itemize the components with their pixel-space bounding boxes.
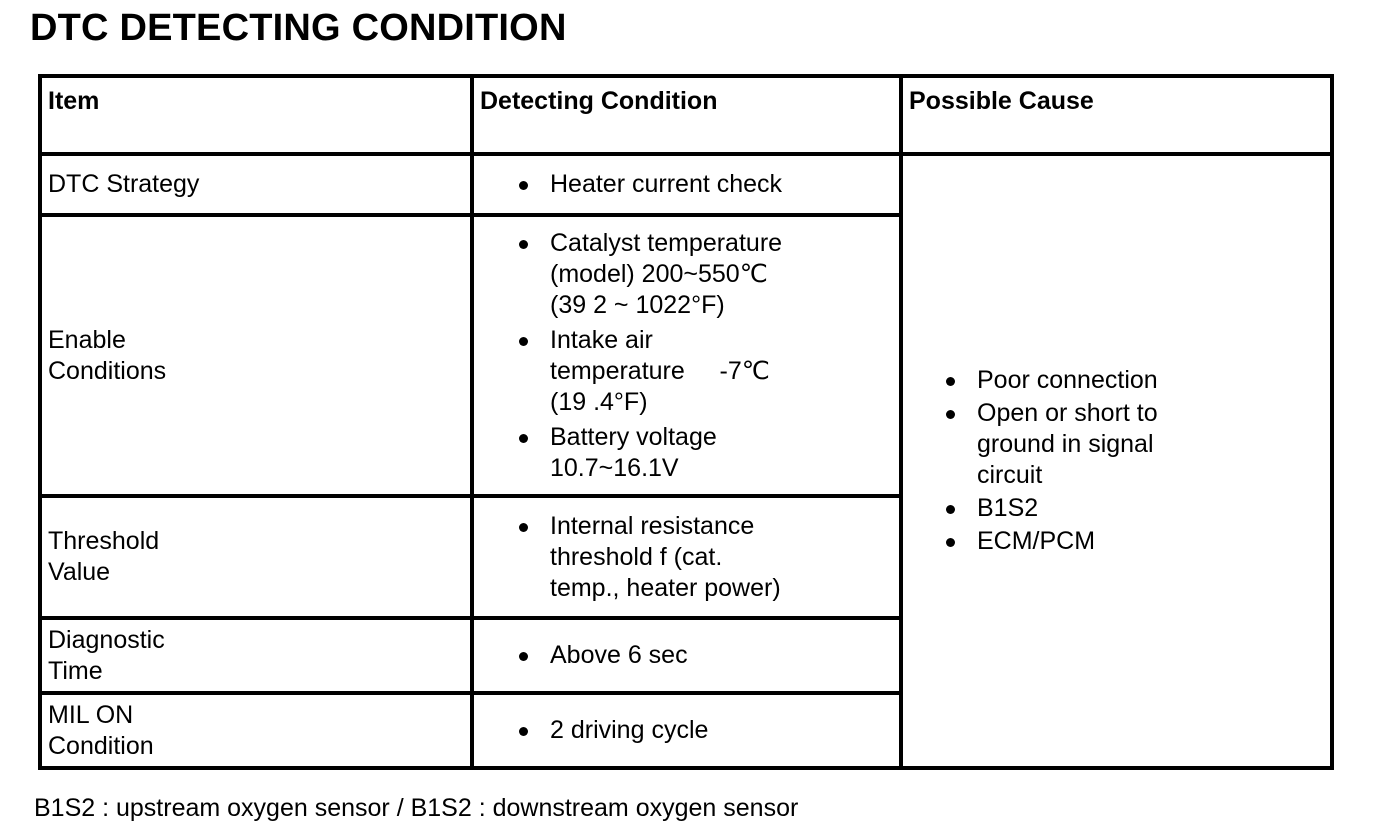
list-item: Above 6 sec (474, 640, 899, 671)
list-item: ECM/PCM (903, 526, 1330, 557)
row-item-threshold-value: Threshold Value (40, 496, 472, 618)
dtc-condition-table (38, 74, 1334, 770)
row-condition-mil-on-condition (472, 693, 901, 768)
row-condition-threshold-value (472, 496, 901, 618)
row-item-enable-conditions: Enable Conditions (40, 215, 472, 496)
table-row (40, 154, 1332, 215)
row-item-dtc-strategy: DTC Strategy (40, 154, 472, 215)
list-item: Heater current check (474, 169, 899, 200)
list-item: Catalyst temperature (model) 200~550℃ (39 2 ~ 1022°F) (474, 228, 899, 321)
list-item: Poor connection (903, 365, 1330, 396)
list-item: Open or short to ground in signal circuit (903, 398, 1330, 491)
list-item: 2 driving cycle (474, 715, 899, 746)
table-header-row (40, 76, 1332, 154)
row-condition-dtc-strategy (472, 154, 901, 215)
list-item: B1S2 (903, 493, 1330, 524)
row-condition-enable-conditions (472, 215, 901, 496)
page-title: DTC DETECTING CONDITION (30, 7, 567, 49)
row-item-mil-on-condition: MIL ON Condition (40, 693, 472, 768)
header-item: Item (40, 76, 472, 154)
header-possible-cause: Possible Cause (901, 76, 1332, 154)
list-item: Battery voltage 10.7~16.1V (474, 422, 899, 484)
row-item-diagnostic-time: Diagnostic Time (40, 618, 472, 693)
header-detecting-condition: Detecting Condition (472, 76, 901, 154)
footnote: B1S2 : upstream oxygen sensor / B1S2 : downstream oxygen sensor (34, 794, 799, 822)
possible-cause-cell (901, 154, 1332, 768)
row-condition-diagnostic-time (472, 618, 901, 693)
list-item: Intake air temperature -7℃ (19 .4°F) (474, 325, 899, 418)
list-item: Internal resistance threshold f (cat. temp., heater power) (474, 511, 899, 604)
